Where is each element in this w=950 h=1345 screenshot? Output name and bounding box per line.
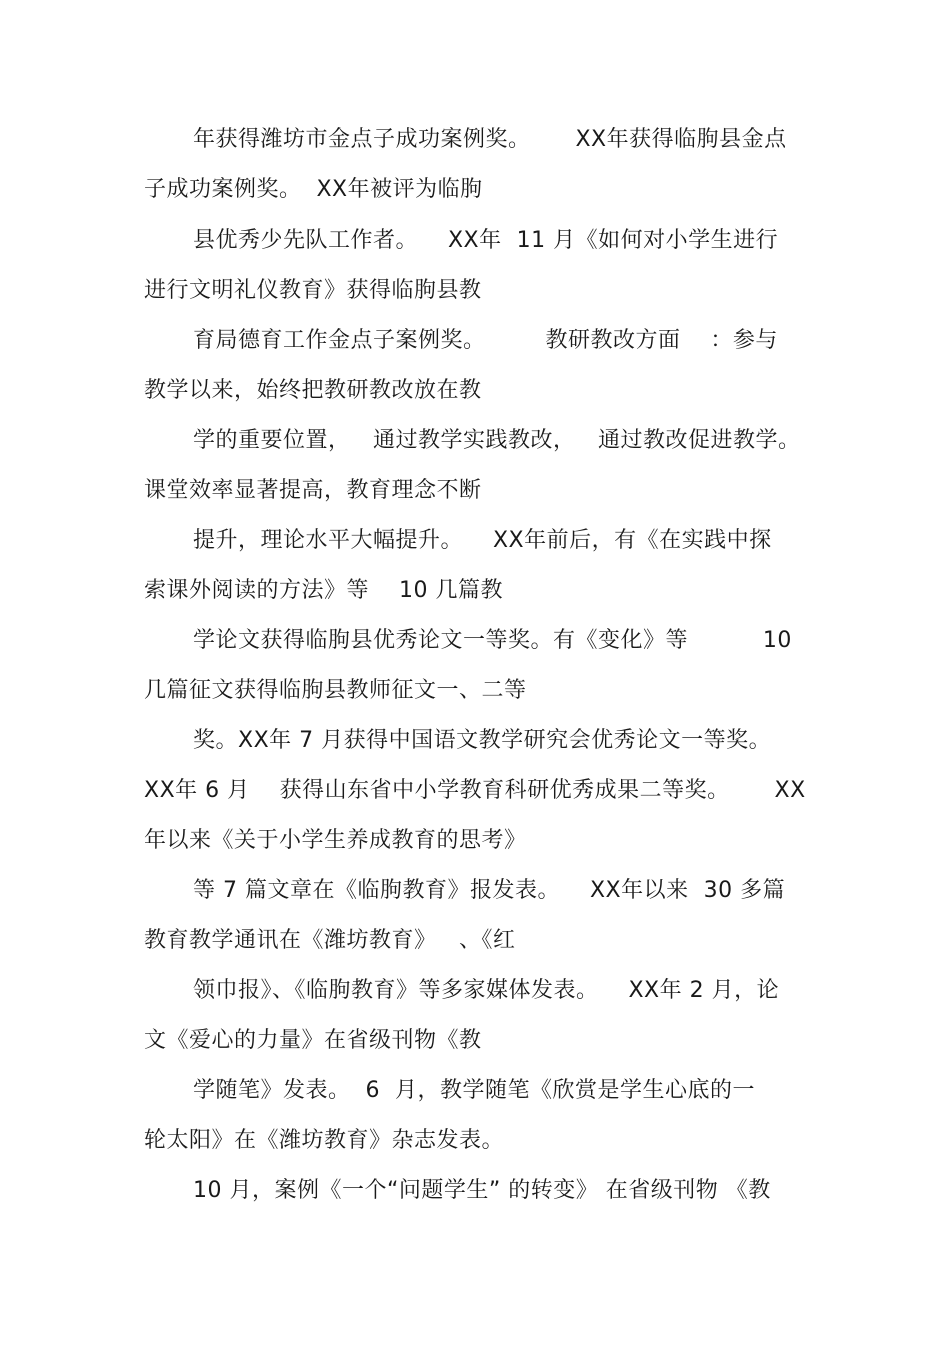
text-line: 县优秀少先队工作者。 XX年 11 月《如何对小学生进行	[193, 228, 779, 253]
text-line: 奖。XX年 7 月获得中国语文教学研究会优秀论文一等奖。	[193, 728, 772, 753]
text-line: 等 7 篇文章在《临朐教育》报发表。 XX年以来 30 多篇	[193, 878, 786, 903]
text-line: 学论文获得临朐县优秀论文一等奖。有《变化》等 10	[193, 628, 792, 653]
text-line: 育局德育工作金点子案例奖。 教研教改方面 ：参与	[193, 328, 778, 353]
text-line: 教学以来，始终把教研教改放在教	[144, 378, 482, 403]
text-line: 学的重要位置， 通过教学实践教改， 通过教改促进教学。	[193, 428, 801, 453]
text-line: 子成功案例奖。 XX年被评为临朐	[144, 177, 483, 202]
text-line: 提升，理论水平大幅提升。 XX年前后，有《在实践中探	[193, 528, 772, 553]
text-line: 领巾报》、《临朐教育》等多家媒体发表。 XX年 2 月，论	[193, 978, 780, 1003]
text-line: 索课外阅读的方法》等 10 几篇教	[144, 578, 503, 603]
text-line: 年获得潍坊市金点子成功案例奖。 XX年获得临朐县金点	[193, 127, 787, 152]
text-line: 10 月，案例《一个“问题学生” 的转变》 在省级刊物 《教	[193, 1178, 771, 1203]
text-line: XX年 6 月 获得山东省中小学教育科研优秀成果二等奖。 XX	[144, 778, 806, 803]
text-line: 年以来《关于小学生养成教育的思考》	[144, 828, 527, 853]
text-line: 教育教学通讯在《潍坊教育》 、《红	[144, 928, 516, 953]
text-line: 进行文明礼仪教育》获得临朐县教	[144, 278, 482, 303]
text-line: 学随笔》发表。 6 月，教学随笔《欣赏是学生心底的一	[193, 1078, 755, 1103]
text-line: 文《爱心的力量》在省级刊物《教	[144, 1028, 482, 1053]
text-line: 课堂效率显著提高，教育理念不断	[144, 478, 482, 503]
text-line: 几篇征文获得临朐县教师征文一、二等	[144, 678, 527, 703]
text-line: 轮太阳》在《潍坊教育》杂志发表。	[144, 1128, 505, 1153]
